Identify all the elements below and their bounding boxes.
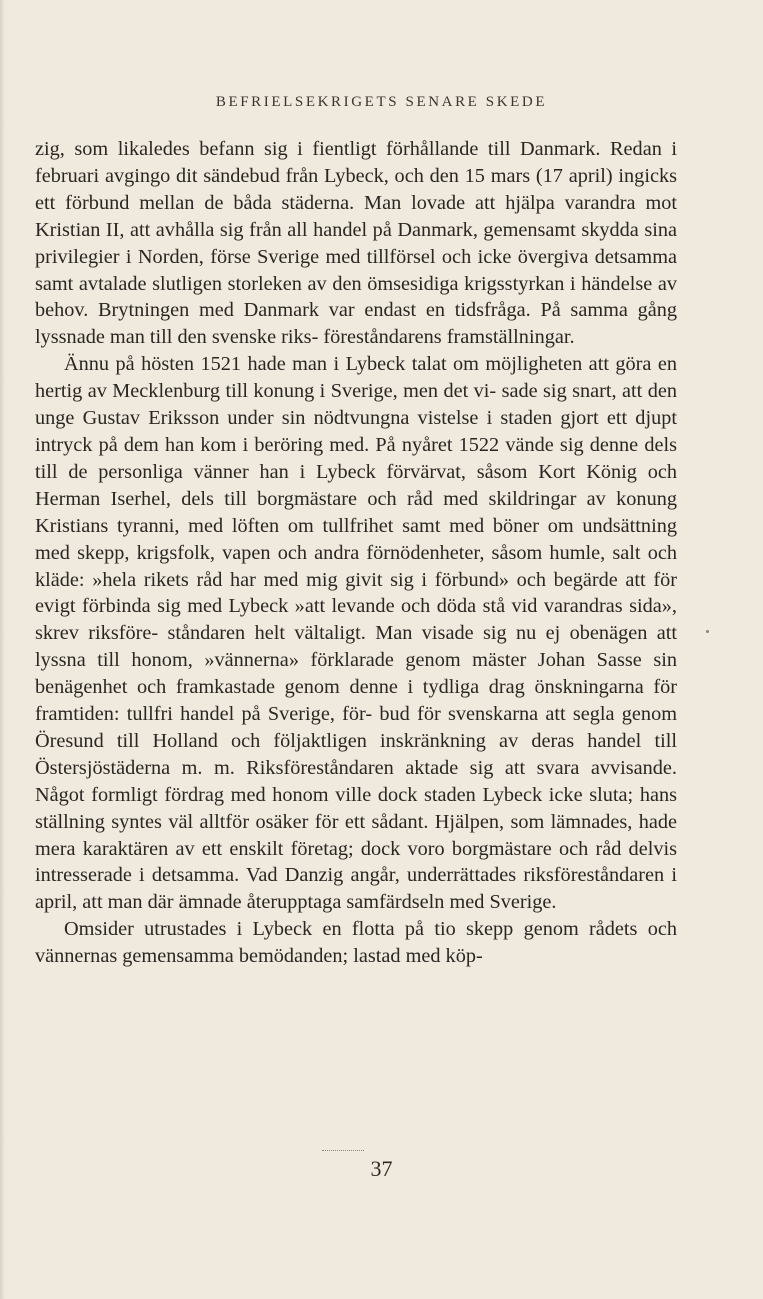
- paragraph-2: Ännu på hösten 1521 hade man i Lybeck talat om möjligheten att göra en hertig av Mecklenburg till konung i Sverige, men det vi- sade sig snart, att den unge Gustav Eriksson under sin nödtvungna vistelse i staden gjort ett djupt intryck på dem han kom i beröring med. På nyåret 1522 vände sig denne dels till de personliga vänner han i Lybeck förvärvat, såsom Kort König och Herman Iserhel, dels till borgmästare och råd med skildringar av konung Kristians tyranni, med löften om tullfrihet samt med böner om undsättning med skepp, krigsfolk, vapen och andra förnödenheter, såsom humle, salt och kläde: »hela rikets råd har med mig givit sig i förbund» och begärde att för evigt förbinda sig med Lybeck »att levande och döda stå vid varandras sida», skrev riksföre- ståndaren helt vältaligt. Man visade sig nu ej obenägen att lyssna till honom, »vännerna» förklarade genom mäster Johan Sasse sin benägenhet och framkastade genom denne i tydliga drag önskningarna för framtiden: tullfri handel på Sverige, för- bud för svenskarna att segla genom Öresund till Holland och följaktligen inskränkning av deras handel till Östersjöstäderna m. m. Riksföreståndaren aktade sig att svara avvisande. Något formligt fördrag med honom ville dock staden Lybeck icke sluta; hans ställning syntes väl alltför osäker för ett sådant. Hjälpen, som lämnades, hade mera karaktären av ett enskilt företag; dock voro borgmästare och råd delvis intresserade i detsamma. Vad Danzig angår, underrättades riksföreståndaren i april, att man där ämnade återupptaga samfärdseln med Sverige.: [35, 353, 677, 914]
- page-gutter-shadow: [0, 0, 5, 1299]
- page-number: 37: [370, 1156, 393, 1181]
- margin-speck: [706, 630, 709, 633]
- paragraph-3: Omsider utrustades i Lybeck en flotta på tio skepp genom rådets och vännernas gemensamma bemödanden; lastad med köp-: [35, 918, 677, 968]
- paragraph-1: zig, som likaledes befann sig i fientligt förhållande till Danmark. Redan i februari avgingo dit sändebud från Lybeck, och den 15 mars (17 april) ingicks ett förbund mellan de båda städerna. Man lovade att hjälpa varandra mot Kristian II, att avhålla sig från all handel på Danmark, gemensamt skydda sina privilegier i Norden, förse Sverige med tillförsel och icke övergiva detsamma samt avtalade slutligen storleken av den ömsesidiga krigsstyrkan i händelse av behov. Brytningen med Danmark var endast en tidsfråga. På samma gång lyssnade man till den svenske riks- föreståndarens framställningar.: [35, 138, 677, 349]
- body-text: [35, 136, 677, 970]
- running-header: BEFRIELSEKRIGETS SENARE SKEDE: [215, 94, 548, 110]
- footer-rule: [322, 1150, 364, 1151]
